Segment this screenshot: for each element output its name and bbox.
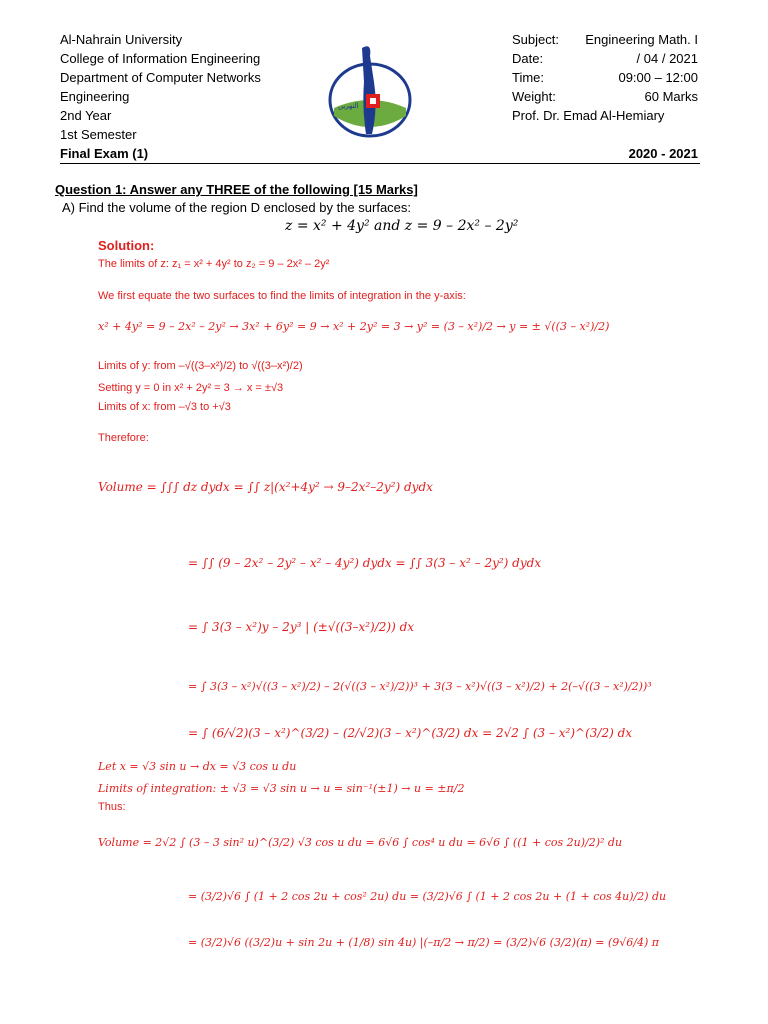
header-divider bbox=[60, 163, 700, 164]
question-part-a: A) Find the volume of the region D enclosed by the surfaces: bbox=[62, 200, 412, 215]
volume-step-3: = ∫ 3(3 – x²)y – 2y³ | (±√((3–x²)/2)) dx bbox=[188, 620, 415, 634]
volume-step-8: = (3/2)√6 ((3/2)u + sin 2u + (1/8) sin 4u) |(–π/2 → π/2) = (3/2)√6 (3/2)(π) = (9√6/4) π bbox=[188, 936, 660, 949]
thus-label: Thus: bbox=[98, 801, 126, 813]
therefore-label: Therefore: bbox=[98, 432, 149, 444]
subject-row: Subject: Engineering Math. I bbox=[512, 32, 698, 47]
university-logo bbox=[322, 38, 418, 146]
header-left bbox=[60, 30, 261, 144]
volume-step-4: = ∫ 3(3 – x²)√((3 – x²)/2) – 2(√((3 – x²)/2))³ + 3(3 – x²)√((3 – x²)/2) + 2(–√((3 – x²)/2))³ bbox=[188, 680, 652, 693]
question-title: Question 1: Answer any THREE of the following [15 Marks] bbox=[55, 182, 418, 197]
substitution: Let x = √3 sin u → dx = √3 cos u du bbox=[98, 760, 297, 773]
solution-heading: Solution: bbox=[98, 238, 155, 253]
college-name: College of Information Engineering bbox=[60, 51, 261, 66]
limits-x: Limits of x: from –√3 to +√3 bbox=[98, 401, 231, 413]
university-name: Al-Nahrain University bbox=[60, 32, 183, 47]
volume-step-7: = (3/2)√6 ∫ (1 + 2 cos 2u + cos² 2u) du = (3/2)√6 ∫ (1 + 2 cos 2u + (1 + cos 4u)/2) du bbox=[188, 890, 667, 903]
department-name-cont: Engineering bbox=[60, 89, 130, 104]
question-surfaces: z = x² + 4y² and z = 9 – 2x² – 2y² bbox=[285, 218, 519, 234]
volume-step-6: Volume = 2√2 ∫ (3 – 3 sin² u)^(3/2) √3 cos u du = 6√6 ∫ cos⁴ u du = 6√6 ∫ ((1 + cos 2u)/2)² du bbox=[98, 836, 623, 849]
limits-z: The limits of z: z₁ = x² + 4y² to z₂ = 9 – 2x² – 2y² bbox=[98, 258, 330, 270]
time-row: Time: 09:00 – 12:00 bbox=[512, 70, 698, 85]
header-right bbox=[512, 30, 698, 125]
volume-step-1: Volume = ∫∫∫ dz dydx = ∫∫ z|(x²+4y² → 9–2x²–2y²) dydx bbox=[98, 480, 433, 494]
equate-equation: x² + 4y² = 9 – 2x² – 2y² → 3x² + 6y² = 9 → x² + 2y² = 3 → y² = (3 – x²)/2 → y = ± √((3 – x²)/2) bbox=[98, 320, 610, 333]
year: 2nd Year bbox=[60, 108, 112, 123]
svg-text:ﺍﻟﻨﻬﺮﻳﻦ: ﺍﻟﻨﻬﺮﻳﻦ bbox=[338, 102, 359, 110]
limits-y: Limits of y: from –√((3–x²)/2) to √((3–x²)/2) bbox=[98, 360, 303, 372]
weight-row: Weight: 60 Marks bbox=[512, 89, 698, 104]
semester: 1st Semester bbox=[60, 127, 137, 142]
exam-title: Final Exam (1) bbox=[60, 146, 149, 161]
setting-y: Setting y = 0 in x² + 2y² = 3 → x = ±√3 bbox=[98, 382, 284, 394]
professor: Prof. Dr. Emad Al-Hemiary bbox=[512, 108, 665, 123]
volume-step-2: = ∫∫ (9 – 2x² – 2y² – x² – 4y²) dydx = ∫∫ 3(3 – x² – 2y²) dydx bbox=[188, 556, 542, 570]
integration-limits: Limits of integration: ± √3 = √3 sin u → u = sin⁻¹(±1) → u = ±π/2 bbox=[98, 782, 465, 795]
volume-step-5: = ∫ (6/√2)(3 – x²)^(3/2) – (2/√2)(3 – x²)^(3/2) dx = 2√2 ∫ (3 – x²)^(3/2) dx bbox=[188, 726, 633, 740]
date-row: Date: / 04 / 2021 bbox=[512, 51, 698, 66]
department-name: Department of Computer Networks bbox=[60, 70, 261, 85]
equate-text: We first equate the two surfaces to find the limits of integration in the y-axis: bbox=[98, 290, 466, 302]
academic-year: 2020 - 2021 bbox=[628, 146, 698, 161]
